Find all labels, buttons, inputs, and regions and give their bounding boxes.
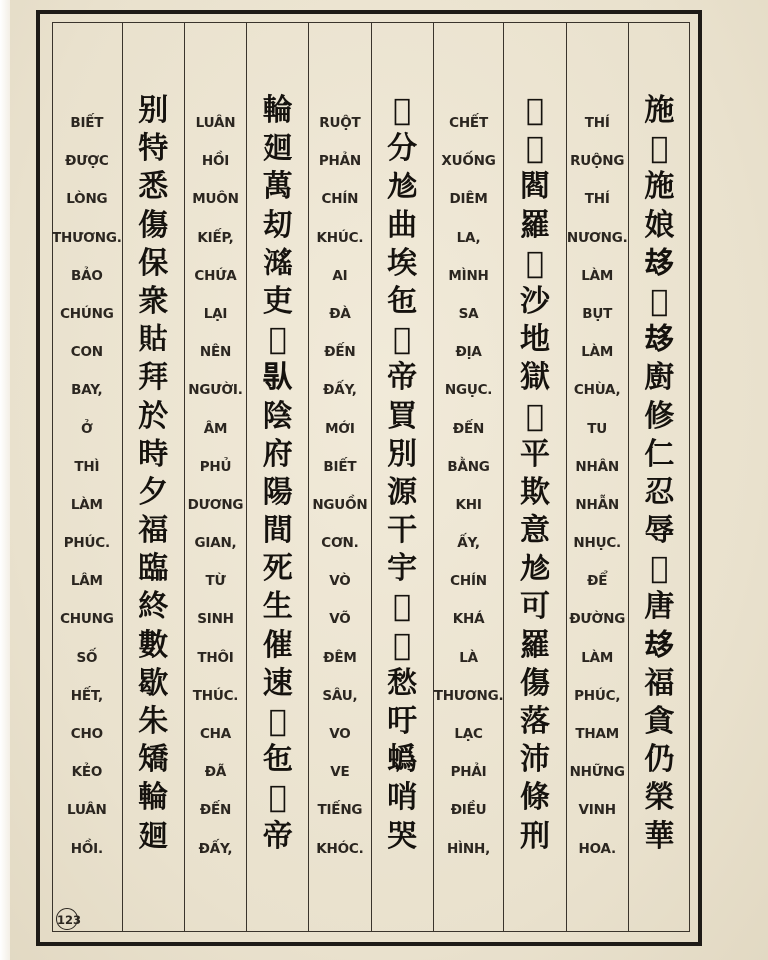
vietnamese-word: BẢO <box>71 267 103 284</box>
nom-character: 𠤆 <box>650 551 669 587</box>
nom-character: 悉 <box>138 169 169 205</box>
nom-column-2 <box>122 22 184 932</box>
vietnamese-word: CHO <box>70 726 103 742</box>
nom-character: 榮 <box>644 780 675 816</box>
vietnamese-word: ĐẾN <box>452 420 485 437</box>
nom-character: 𢀭 <box>268 322 287 358</box>
vietnamese-word: VÒ <box>329 573 351 590</box>
vietnamese-column-5 <box>308 22 370 932</box>
nom-character: 𠊛 <box>262 360 293 396</box>
vietnamese-word: MÌNH <box>448 267 489 284</box>
vietnamese-word: THAM <box>575 726 619 742</box>
nom-column-10 <box>628 22 690 932</box>
vietnamese-word: GIAN, <box>194 535 237 552</box>
nom-character: 傷 <box>138 207 169 243</box>
vietnamese-word: VÕ <box>329 611 351 628</box>
vietnamese-word: PHÚC. <box>63 535 110 552</box>
vietnamese-word: NGUỒN <box>312 496 368 513</box>
nom-character: 曲 <box>387 207 418 243</box>
vietnamese-word: ĐÃ <box>204 764 227 781</box>
nom-character: 矯 <box>138 742 169 778</box>
vietnamese-word: CHÚNG <box>60 305 114 322</box>
vietnamese-word: LA, <box>456 229 481 246</box>
vietnamese-word: CƠN. <box>321 535 359 552</box>
vietnamese-word: PHỦ <box>199 458 232 475</box>
nom-character: 𣩂 <box>525 93 544 128</box>
vietnamese-word: NÊN <box>199 344 232 361</box>
vietnamese-word: CHÙA, <box>573 382 621 399</box>
vietnamese-word: VO <box>329 726 351 742</box>
nom-character: 特 <box>138 131 169 167</box>
nom-character: 𠫾 <box>644 322 675 358</box>
nom-character: 𦤾 <box>525 398 544 434</box>
nom-character: 别 <box>138 93 169 128</box>
nom-character: 㐌 <box>387 283 418 319</box>
nom-character: 哨 <box>387 780 418 816</box>
nom-character: 吁 <box>387 704 418 739</box>
vietnamese-word: ĐẤY, <box>323 382 357 399</box>
nom-character: 𠃩 <box>387 169 418 205</box>
vietnamese-word: KHÚC. <box>316 229 364 246</box>
vietnamese-word: TỪ <box>205 573 226 590</box>
vietnamese-word: VINH <box>578 802 616 819</box>
vietnamese-word: LÀ <box>459 649 478 666</box>
vietnamese-word: Ở <box>81 420 93 437</box>
nom-character: 羅 <box>519 207 550 243</box>
vietnamese-word: BỤT <box>582 305 613 322</box>
nom-character: 源 <box>387 474 418 510</box>
vietnamese-column-7 <box>433 22 504 932</box>
vietnamese-word: CHÍN <box>321 191 359 208</box>
vietnamese-word: DIÊM <box>449 191 488 208</box>
nom-character: 落 <box>519 704 550 739</box>
nom-character: 分 <box>387 131 418 167</box>
nom-character: 𡗉 <box>393 589 412 625</box>
vietnamese-word: CHA <box>199 726 232 742</box>
vietnamese-word: RUỘNG <box>570 153 625 170</box>
nom-character: 𤳆 <box>650 131 669 167</box>
nom-character: 忍 <box>644 474 675 510</box>
vietnamese-word: SÂU, <box>322 687 358 704</box>
vietnamese-word: LÀM <box>581 267 614 284</box>
nom-character: 𠫾 <box>644 245 675 281</box>
nom-character: 修 <box>644 398 675 434</box>
nom-character: 獄 <box>519 360 550 396</box>
vietnamese-word: THÌ <box>74 458 100 475</box>
nom-character: 數 <box>138 627 169 663</box>
nom-character: 生 <box>262 589 293 625</box>
vietnamese-word: KIẾP, <box>197 229 234 246</box>
vietnamese-word: HỒI. <box>70 840 103 857</box>
vietnamese-word: NGỤC. <box>444 382 493 399</box>
nom-character: 終 <box>138 589 169 625</box>
vietnamese-word: RUỘT <box>319 115 361 131</box>
vietnamese-word: HỒI <box>201 153 230 170</box>
vietnamese-word: LÀM <box>70 496 103 513</box>
vietnamese-word: BIẾT <box>70 115 104 131</box>
vietnamese-word: TIẾNG <box>317 802 363 819</box>
nom-character: 𦤾 <box>393 322 412 358</box>
vietnamese-word: HOA. <box>578 840 616 857</box>
vietnamese-word: CHẾT <box>449 115 488 131</box>
vietnamese-column-9 <box>566 22 628 932</box>
nom-character: 朱 <box>138 704 169 739</box>
vietnamese-word: THƯƠNG. <box>433 687 504 704</box>
nom-character: 萬 <box>262 169 293 205</box>
vietnamese-word: ĐIỀU <box>450 802 487 819</box>
nom-character: 貪 <box>644 704 675 739</box>
nom-character: 𤤰 <box>268 704 287 739</box>
nom-character: 催 <box>262 627 293 663</box>
vietnamese-word: SỐ <box>76 649 98 666</box>
vietnamese-word: MỚI <box>325 420 355 437</box>
nom-character: 別 <box>387 436 418 472</box>
nom-character: 傷 <box>519 665 550 701</box>
nom-character: 華 <box>644 818 675 854</box>
vietnamese-word: DƯƠNG <box>187 496 244 513</box>
vietnamese-word: CHUNG <box>60 611 114 628</box>
nom-character: 𠃩 <box>519 551 550 587</box>
nom-character: 𠫾 <box>644 627 675 663</box>
vietnamese-word: BAY, <box>71 382 103 399</box>
vietnamese-word: SINH <box>197 611 234 628</box>
nom-character: 𦤾 <box>268 780 287 816</box>
vietnamese-word: ĐỂ <box>587 573 608 590</box>
vietnamese-word: PHÚC, <box>574 687 621 704</box>
text-columns <box>52 22 690 932</box>
nom-character: 陽 <box>262 474 293 510</box>
nom-character: 干 <box>387 513 418 549</box>
vietnamese-word: ĐƯỜNG <box>569 611 626 628</box>
vietnamese-word: NGƯỜI. <box>188 382 243 399</box>
nom-column-8 <box>503 22 565 932</box>
nom-character: 閻 <box>519 169 550 205</box>
nom-character: 於 <box>138 398 169 434</box>
vietnamese-word: HÌNH, <box>447 840 491 857</box>
vietnamese-word: CHÍN <box>450 573 487 590</box>
vietnamese-word: THÍ <box>584 115 610 131</box>
nom-character: 府 <box>262 436 293 472</box>
nom-character: 陰 <box>262 398 293 434</box>
nom-character: 保 <box>138 245 169 281</box>
vietnamese-word: KẺO <box>71 764 103 781</box>
nom-character: 速 <box>262 665 293 701</box>
vietnamese-word: LẠI <box>203 305 228 322</box>
nom-character: 廻 <box>262 131 293 167</box>
vietnamese-word: NHÂN <box>575 458 619 475</box>
vietnamese-word: NHỤC. <box>573 535 621 552</box>
nom-character: 地 <box>519 322 550 358</box>
nom-character: 𨕭 <box>525 131 544 167</box>
nom-character: 𧵑 <box>138 322 169 358</box>
nom-character: 帝 <box>262 818 293 854</box>
nom-character: 歇 <box>138 665 169 701</box>
page-edge <box>0 0 10 960</box>
vietnamese-word: KHÁ <box>452 611 485 628</box>
vietnamese-word: ĐẾN <box>324 344 356 361</box>
nom-character: 施 <box>644 169 675 205</box>
vietnamese-column-1 <box>52 22 122 932</box>
vietnamese-column-3 <box>184 22 246 932</box>
nom-character: 宇 <box>387 551 418 587</box>
nom-character: 唐 <box>644 589 675 625</box>
vietnamese-word: NHẪN <box>575 496 619 513</box>
nom-character: 仍 <box>644 742 675 778</box>
vietnamese-word: LÒNG <box>66 191 108 208</box>
nom-character: 刧 <box>262 207 293 243</box>
nom-character: 𨉟 <box>525 245 544 281</box>
nom-character: 夕 <box>138 474 169 510</box>
vietnamese-word: SA <box>458 305 479 322</box>
nom-character: 臨 <box>138 551 169 587</box>
nom-character: 吏 <box>262 283 293 319</box>
vietnamese-word: ĐÊM <box>323 649 357 666</box>
nom-character: 廻 <box>138 818 169 854</box>
nom-character: 𡉦 <box>650 283 669 319</box>
nom-character: 𦛌 <box>393 93 412 128</box>
nom-character: 哭 <box>387 818 418 854</box>
vietnamese-word: KHÓC. <box>316 840 364 857</box>
vietnamese-word: ĐẤY, <box>198 840 233 857</box>
vietnamese-word: NƯƠNG. <box>566 229 628 246</box>
vietnamese-word: ĐƯỢC <box>65 153 109 170</box>
vietnamese-word: THÔI <box>197 649 234 666</box>
vietnamese-word: NHỮNG <box>569 764 625 781</box>
nom-character: 輪 <box>262 93 293 128</box>
nom-character: 可 <box>519 589 550 625</box>
nom-character: 平 <box>519 436 550 472</box>
vietnamese-word: ĐỊA <box>455 344 482 361</box>
vietnamese-word: LÀM <box>581 344 614 361</box>
nom-character: 欺 <box>519 474 550 510</box>
nom-character: 施 <box>644 93 675 128</box>
vietnamese-word: THƯƠNG. <box>52 229 122 246</box>
nom-character: 買 <box>387 398 418 434</box>
nom-character: 沙 <box>519 283 550 319</box>
nom-character: 㐌 <box>262 742 293 778</box>
vietnamese-word: ẤY, <box>457 535 480 552</box>
vietnamese-word: LUÂN <box>195 115 236 131</box>
vietnamese-word: KHI <box>455 496 482 513</box>
nom-column-4 <box>246 22 308 932</box>
nom-character: 辱 <box>644 513 675 549</box>
vietnamese-word: MUÔN <box>192 191 239 208</box>
nom-character: 羅 <box>519 627 550 663</box>
nom-character: 𣊾 <box>393 627 412 663</box>
nom-character: 時 <box>138 436 169 472</box>
nom-character: 愁 <box>387 665 418 701</box>
vietnamese-word: AI <box>332 267 348 284</box>
page-number: 123 <box>56 908 78 930</box>
nom-character: 廚 <box>644 360 675 396</box>
vietnamese-word: XUỐNG <box>441 153 496 170</box>
vietnamese-word: ÂM <box>203 420 228 437</box>
nom-character: 意 <box>519 513 550 549</box>
nom-character: 衆 <box>138 283 169 319</box>
nom-character: 死 <box>262 551 293 587</box>
vietnamese-word: BIẾT <box>323 458 357 475</box>
vietnamese-word: TU <box>587 420 608 437</box>
vietnamese-word: THÍ <box>584 191 610 208</box>
nom-character: 間 <box>262 513 293 549</box>
vietnamese-word: ĐÀ <box>329 305 351 322</box>
vietnamese-word: HẾT, <box>70 687 103 704</box>
nom-character: 條 <box>519 780 550 816</box>
vietnamese-word: PHẢN <box>318 153 361 170</box>
nom-character: 沛 <box>519 742 550 778</box>
vietnamese-word: LẠC <box>454 726 483 742</box>
nom-character: 刑 <box>519 818 550 854</box>
vietnamese-word: CON <box>70 344 103 361</box>
vietnamese-word: LÀM <box>581 649 614 666</box>
vietnamese-word: ĐẾN <box>199 802 232 819</box>
vietnamese-word: CHỨA <box>194 267 237 284</box>
nom-character: 輪 <box>138 780 169 816</box>
nom-character: 帝 <box>387 360 418 396</box>
nom-character: 蟡 <box>387 742 418 778</box>
nom-character: 拜 <box>138 360 169 396</box>
vietnamese-word: VE <box>330 764 350 781</box>
vietnamese-word: LUÂN <box>67 802 107 819</box>
nom-character: 娘 <box>644 207 675 243</box>
vietnamese-word: THÚC. <box>192 687 239 704</box>
nom-character: 福 <box>644 665 675 701</box>
vietnamese-word: BẰNG <box>447 458 490 475</box>
nom-character: 仁 <box>644 436 675 472</box>
nom-character: 𤁓 <box>262 245 293 281</box>
vietnamese-word: LÂM <box>70 573 103 590</box>
nom-column-6 <box>371 22 433 932</box>
nom-character: 福 <box>138 513 169 549</box>
nom-character: 埃 <box>387 245 418 281</box>
vietnamese-word: PHẢI <box>450 764 487 781</box>
